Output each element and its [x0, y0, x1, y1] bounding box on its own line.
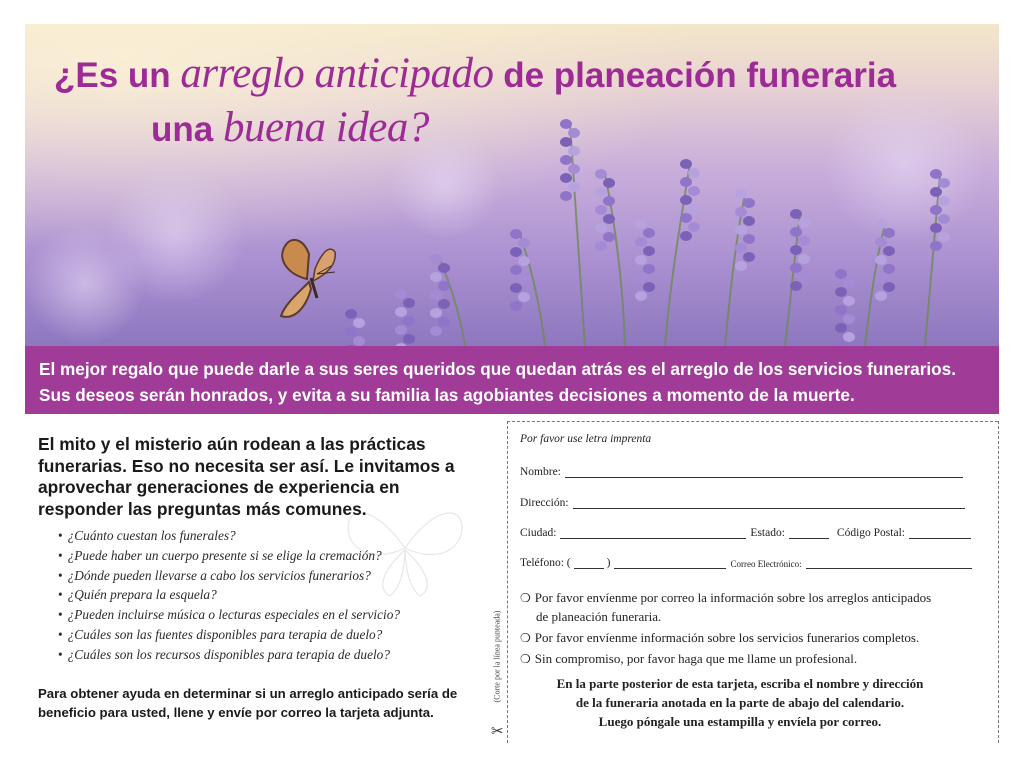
address-field[interactable] — [573, 496, 965, 509]
lavender-blossom — [560, 155, 572, 165]
outro-line: Para obtener ayuda en determinar si un arreglo anticipado sería de — [38, 686, 458, 701]
list-item: • ¿Pueden incluirse música o lecturas especiales en el servicio? — [58, 607, 400, 623]
lavender-blossom — [735, 225, 747, 235]
lavender-blossom — [430, 308, 442, 318]
form-hint: Por favor use letra imprenta — [520, 433, 652, 445]
lavender-blossom — [510, 229, 522, 239]
lavender-blossom — [510, 265, 522, 275]
cut-line-top — [507, 421, 998, 422]
cut-instruction: (Corte por la línea punteada) — [492, 610, 502, 703]
lavender-blossom — [680, 231, 692, 241]
phone-label: Teléfono: ( — [520, 557, 571, 569]
lavender-blossom — [688, 204, 700, 214]
option-line-2: de planeación funeraria. — [536, 609, 662, 624]
message-band — [25, 346, 999, 414]
list-item: • ¿Cuánto cuestan los funerales? — [58, 528, 236, 543]
radio-circle-icon[interactable]: ❍ — [520, 631, 531, 645]
lavender-blossom — [875, 219, 887, 229]
area-code-field[interactable] — [574, 556, 604, 569]
lavender-blossom — [353, 336, 365, 346]
lavender-blossom — [875, 255, 887, 265]
option-call-professional[interactable]: ❍ Sin compromiso, por favor haga que me llame un profesional. — [520, 651, 858, 666]
lavender-blossom — [843, 296, 855, 306]
list-item: • ¿Quién prepara la esquela? — [58, 587, 217, 603]
lavender-blossom — [743, 198, 755, 208]
lavender-blossom — [560, 119, 572, 129]
bullet-icon: • — [58, 567, 63, 583]
lavender-blossom — [798, 254, 810, 264]
lavender-blossom — [510, 283, 522, 293]
lavender-blossom — [743, 234, 755, 244]
lavender-blossom — [680, 177, 692, 187]
phone-paren: ) — [606, 557, 611, 569]
lavender-blossom — [560, 137, 572, 147]
lavender-blossom — [430, 326, 442, 336]
phone-row — [520, 556, 976, 569]
instruction-line: En la parte posterior de esta tarjeta, escriba el nombre y dirección — [556, 676, 924, 691]
band-text-1: El mejor regalo que puede darle a sus seres queridos que quedan atrás es el arreglo de los servicios funerarios. — [39, 359, 957, 379]
lavender-blossom — [938, 178, 950, 188]
radio-circle-icon[interactable]: ❍ — [520, 652, 531, 666]
lavender-blossom — [743, 252, 755, 262]
lavender-blossom — [883, 246, 895, 256]
lavender-blossom — [635, 291, 647, 301]
lavender-blossom — [595, 169, 607, 179]
lavender-blossom — [680, 195, 692, 205]
address-label: Dirección: — [520, 497, 569, 509]
lavender-blossom — [635, 273, 647, 283]
lavender-blossom — [688, 168, 700, 178]
lavender-blossom — [790, 263, 802, 273]
lavender-blossom — [883, 264, 895, 274]
lavender-blossom — [930, 241, 942, 251]
headline-line-1: ¿Es un arreglo anticipado de planeación funeraria — [54, 50, 897, 97]
scissors-icon: ✂ — [491, 723, 504, 740]
lavender-blossom — [635, 219, 647, 229]
lavender-blossom — [680, 159, 692, 169]
lavender-blossom — [835, 269, 847, 279]
lavender-blossom — [688, 186, 700, 196]
bullet-icon: • — [58, 587, 63, 603]
lavender-blossom — [790, 245, 802, 255]
lavender-blossom — [430, 272, 442, 282]
city-field[interactable] — [560, 526, 746, 539]
outro-paragraph — [38, 684, 457, 722]
lavender-blossom — [518, 238, 530, 248]
address-row — [520, 496, 969, 509]
intro-line: aprovechar generaciones de experiencia en — [38, 477, 400, 497]
lavender-blossom — [430, 254, 442, 264]
lavender-blossom — [595, 223, 607, 233]
list-item: • ¿Cuáles son los recursos disponibles para terapia de duelo? — [58, 646, 390, 662]
mailing-instructions — [520, 674, 960, 731]
lavender-blossom — [403, 316, 415, 326]
lavender-blossom — [930, 223, 942, 233]
lavender-blossom — [518, 256, 530, 266]
lavender-blossom — [635, 237, 647, 247]
lavender-blossom — [743, 216, 755, 226]
radio-circle-icon[interactable]: ❍ — [520, 591, 531, 605]
lavender-blossom — [560, 191, 572, 201]
band-text-2: Sus deseos serán honrados, y evita a su familia las agobiantes decisiones a momento de la muerte. — [39, 385, 855, 405]
lavender-blossom — [395, 307, 407, 317]
city-row — [520, 526, 975, 539]
lavender-blossom — [938, 214, 950, 224]
lavender-blossom — [510, 301, 522, 311]
lavender-blossom — [595, 187, 607, 197]
lavender-blossom — [403, 298, 415, 308]
phone-field[interactable] — [614, 556, 726, 569]
list-item: • ¿Dónde pueden llevarse a cabo los servicios funerarios? — [58, 567, 371, 583]
bullet-icon: • — [58, 547, 63, 563]
lavender-blossom — [395, 289, 407, 299]
lavender-blossom — [680, 213, 692, 223]
lavender-blossom — [518, 292, 530, 302]
lavender-blossom — [835, 287, 847, 297]
lavender-blossom — [568, 128, 580, 138]
lavender-blossom — [735, 243, 747, 253]
lavender-blossom — [603, 196, 615, 206]
cut-line-right — [998, 421, 999, 743]
lavender-blossom — [938, 196, 950, 206]
lavender-blossom — [438, 299, 450, 309]
lavender-blossom — [735, 261, 747, 271]
state-label: Estado: — [750, 527, 785, 539]
list-item: • ¿Puede haber un cuerpo presente si se elige la cremación? — [58, 547, 382, 563]
lavender-blossom — [843, 278, 855, 288]
lavender-blossom — [403, 334, 415, 344]
lavender-blossom — [345, 309, 357, 319]
name-row — [520, 465, 967, 478]
headline-line-2: una buena idea? — [151, 104, 429, 151]
lavender-blossom — [568, 182, 580, 192]
lavender-blossom — [430, 290, 442, 300]
zip-field[interactable] — [909, 526, 971, 539]
hero-image — [25, 24, 999, 346]
lavender-blossom — [735, 189, 747, 199]
lavender-blossom — [643, 282, 655, 292]
bullet-icon: • — [58, 626, 63, 642]
lavender-blossom — [568, 164, 580, 174]
lavender-blossom — [568, 146, 580, 156]
lavender-blossom — [930, 169, 942, 179]
lavender-blossom — [938, 232, 950, 242]
lavender-blossom — [510, 247, 522, 257]
instruction-line: Luego póngale una estampilla y envíela por correo. — [598, 714, 882, 729]
intro-line: El mito y el misterio aún rodean a las prácticas — [38, 434, 426, 454]
lavender-blossom — [798, 218, 810, 228]
lavender-blossom — [835, 323, 847, 333]
lavender-blossom — [603, 214, 615, 224]
outro-line: beneficio para usted, llene y envíe por correo la tarjeta adjunta. — [38, 705, 434, 720]
lavender-blossom — [843, 332, 855, 342]
lavender-blossom — [930, 205, 942, 215]
lavender-blossom — [875, 237, 887, 247]
city-label: Ciudad: — [520, 527, 557, 539]
lavender-blossom — [688, 222, 700, 232]
name-label: Nombre: — [520, 466, 561, 478]
lavender-blossom — [643, 264, 655, 274]
lavender-blossom — [798, 272, 810, 282]
questions-list — [58, 526, 400, 665]
bullet-icon: • — [58, 528, 63, 543]
email-label: Correo Electrónico: — [730, 559, 802, 569]
intro-line: funerarias. Eso no necesita ser así. Le invitamos a — [38, 455, 455, 476]
lavender-blossom — [930, 187, 942, 197]
lavender-blossom — [345, 327, 357, 337]
lavender-blossom — [395, 325, 407, 335]
lavender-blossom — [438, 281, 450, 291]
lavender-blossom — [875, 273, 887, 283]
lavender-blossom — [560, 173, 572, 183]
lavender-blossom — [790, 281, 802, 291]
intro-paragraph — [38, 434, 478, 520]
bullet-icon: • — [58, 646, 63, 662]
lavender-blossom — [595, 205, 607, 215]
lavender-blossom — [883, 228, 895, 238]
lavender-blossom — [438, 263, 450, 273]
zip-label: Código Postal: — [836, 527, 905, 539]
lavender-blossom — [643, 228, 655, 238]
lavender-blossom — [603, 232, 615, 242]
state-field[interactable] — [789, 526, 829, 539]
lavender-blossom — [518, 274, 530, 284]
lavender-blossom — [635, 255, 647, 265]
bullet-icon: • — [58, 607, 63, 623]
option-info-services[interactable]: ❍ Por favor envíenme información sobre los servicios funerarios completos. — [520, 630, 920, 645]
lavender-blossom — [790, 209, 802, 219]
intro-line: responder las preguntas más comunes. — [38, 498, 367, 519]
email-field[interactable] — [806, 556, 972, 569]
cut-line-left — [507, 421, 508, 743]
lavender-blossom — [643, 246, 655, 256]
lavender-blossom — [790, 227, 802, 237]
lavender-blossom — [353, 318, 365, 328]
lavender-blossom — [843, 314, 855, 324]
lavender-blossom — [798, 236, 810, 246]
lavender-blossom — [883, 282, 895, 292]
list-item: • ¿Cuáles son las fuentes disponibles para terapia de duelo? — [58, 626, 383, 642]
lavender-blossom — [595, 241, 607, 251]
lavender-blossom — [735, 207, 747, 217]
lavender-blossom — [835, 305, 847, 315]
option-info-prearrangement[interactable]: ❍ Por favor envíenme por correo la información sobre los arreglos anticipados — [520, 590, 932, 605]
lavender-blossom — [438, 317, 450, 327]
name-field[interactable] — [565, 465, 963, 478]
lavender-blossom — [875, 291, 887, 301]
instruction-line: de la funeraria anotada en la parte de abajo del calendario. — [575, 695, 905, 710]
lavender-blossom — [603, 178, 615, 188]
